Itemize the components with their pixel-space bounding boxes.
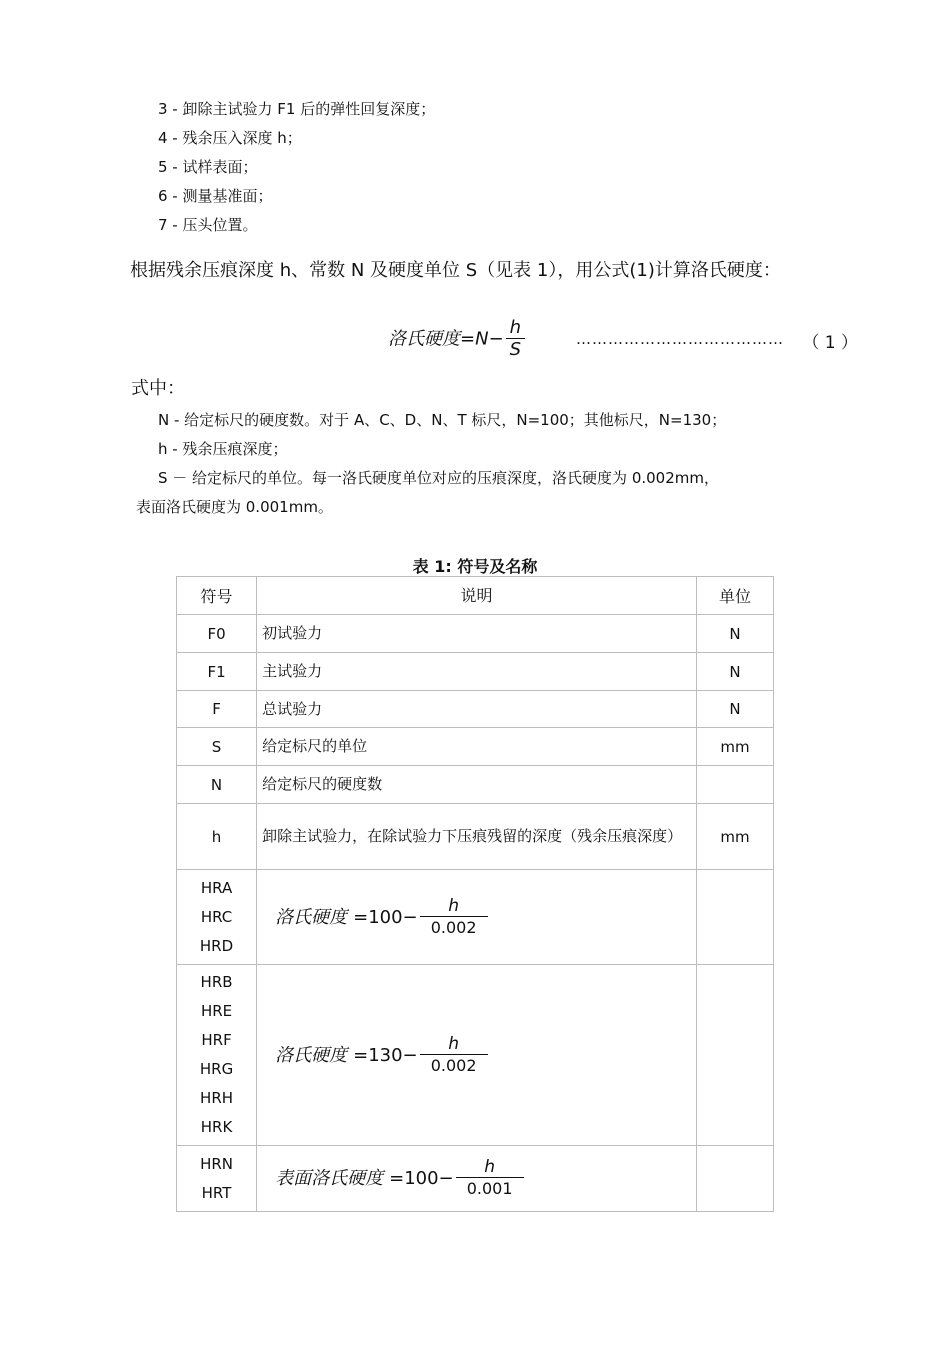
formula-lhs: 洛氏硬度 [275,1044,348,1066]
scale-code: HRT [201,1183,232,1202]
formula-lhs: 表面洛氏硬度 [275,1168,384,1189]
legend-item: 7 - 压头位置。 [158,216,258,234]
formula-denominator: 0.001 [456,1177,524,1200]
cell-unit: mm [696,728,773,766]
legend-item: 3 - 卸除主试验力 F1 后的弹性回复深度； [158,100,436,118]
formula-lhs: 洛氏硬度 [275,906,348,928]
definition-item: h - 残余压痕深度； [158,440,288,458]
formula-leader-dots: ………………………………… [576,330,784,348]
legend-item: 5 - 试样表面； [158,158,258,176]
cell-scale-codes [177,965,257,1146]
header-unit: 单位 [696,577,773,615]
formula-fraction [420,1034,488,1077]
formula-eq: = [460,328,476,350]
formula-const: 130 [368,1044,403,1066]
formula-const: 100 [404,1168,439,1189]
cell-symbol: N [177,766,257,804]
cell-formula [257,870,697,965]
formula-expression [262,1034,696,1077]
formula-denominator: 0.002 [420,916,488,939]
formula-number: （ 1 ） [802,333,858,353]
formula-1 [388,318,858,366]
table-header-row [177,577,774,615]
cell-symbol: h [177,804,257,870]
formula-expression [262,896,696,939]
cell-unit: N [696,653,773,691]
definition-continuation: 表面洛氏硬度为 0.001mm。 [136,498,333,516]
table-row [177,615,774,653]
cell-symbol: F0 [177,615,257,653]
legend-item: 4 - 残余压入深度 h； [158,129,302,147]
cell-scale-codes [177,1146,257,1212]
cell-unit: mm [696,804,773,870]
table-row [177,804,774,870]
intro-paragraph: 根据残余压痕深度 h、常数 N 及硬度单位 S（见表 1），用公式(1)计算洛氏硬度： [130,260,781,281]
scale-code: HRN [200,1154,234,1173]
cell-unit [696,965,773,1146]
table-formula-row [177,1146,774,1212]
scale-code: HRB [200,973,233,991]
definition-item: N - 给定标尺的硬度数。对于 A、C、D、N、T 标尺，N=100；其他标尺，N=130； [158,411,727,429]
scale-code: HRA [200,878,233,897]
where-label: 式中： [131,378,185,399]
formula-eq: = [353,906,369,928]
table-row [177,766,774,804]
scale-code: HRC [200,907,233,926]
formula-n: N [475,328,489,350]
cell-desc: 给定标尺的硬度数 [257,766,697,804]
formula-minus: − [438,1168,454,1189]
scale-code: HRF [201,1031,232,1049]
formula-lhs: 洛氏硬度 [388,328,460,350]
formula-numerator: h [484,1157,496,1177]
cell-symbol: F [177,691,257,728]
cell-symbol: S [177,728,257,766]
formula-numerator: h [509,317,522,338]
scale-code: HRE [200,1002,233,1020]
header-desc: 说明 [257,577,697,615]
formula-minus: − [488,328,504,350]
scale-code: HRD [199,936,234,955]
figure-legend-list [158,97,435,242]
cell-unit: N [696,691,773,728]
definitions-list [136,406,838,521]
table-row [177,653,774,691]
scale-code: HRK [200,1118,233,1136]
symbols-table [176,576,774,1212]
cell-desc: 卸除主试验力，在除试验力下压痕残留的深度（残余压痕深度） [257,804,697,870]
cell-desc: 初试验力 [257,615,697,653]
cell-unit: N [696,615,773,653]
cell-formula [257,965,697,1146]
formula-const: 100 [368,906,403,928]
formula-fraction [506,318,525,361]
legend-item: 6 - 测量基准面； [158,187,273,205]
scale-code: HRH [200,1089,234,1107]
header-symbol: 符号 [177,577,257,615]
formula-numerator: h [448,1033,460,1054]
formula-minus: − [402,906,418,928]
formula-fraction [456,1157,524,1200]
cell-unit [696,1146,773,1212]
definition-item: S － 给定标尺的单位。每一洛氏硬度单位对应的压痕深度，洛氏硬度为 0.002mm， [158,469,719,487]
formula-denominator: S [506,338,525,361]
cell-desc: 总试验力 [257,691,697,728]
cell-unit [696,766,773,804]
scale-code: HRG [199,1060,234,1078]
table-title: 表 1: 符号及名称 [412,557,538,576]
formula-expression [262,1157,696,1200]
cell-desc: 给定标尺的单位 [257,728,697,766]
formula-fraction [420,896,488,939]
table-row [177,728,774,766]
formula-numerator: h [448,895,460,916]
formula-eq: = [389,1168,405,1189]
cell-unit [696,870,773,965]
formula-denominator: 0.002 [420,1054,488,1077]
cell-desc: 主试验力 [257,653,697,691]
formula-minus: − [402,1044,418,1066]
cell-scale-codes [177,870,257,965]
formula-eq: = [353,1044,369,1066]
table-row [177,691,774,728]
table-formula-row [177,965,774,1146]
table-formula-row [177,870,774,965]
cell-symbol: F1 [177,653,257,691]
cell-formula [257,1146,697,1212]
